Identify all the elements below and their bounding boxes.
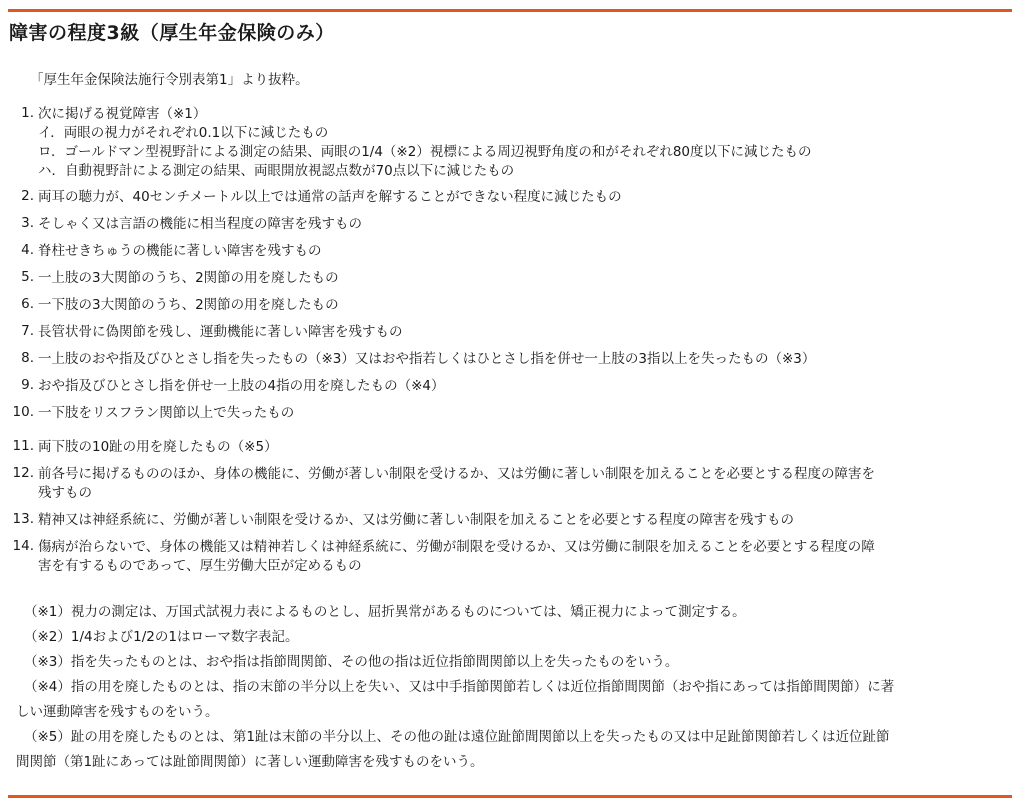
item-text: 長管状骨に偽関節を残し、運動機能に著しい障害を残すもの	[38, 324, 403, 340]
top-divider	[8, 9, 1012, 12]
page-title: 障害の程度3級（厚生年金保険のみ）	[9, 22, 335, 44]
intro-text: 「厚生年金保険法施行令別表第1」より抜粋。	[30, 72, 309, 88]
item-number: 8.	[21, 350, 34, 366]
item-number: 10.	[12, 404, 34, 420]
sub-item: ロ．ゴールドマン型視野計による測定の結果、両眼の1/4（※2）視標による周辺視野角度の和がそれぞれ80度以下に減じたもの	[38, 144, 812, 160]
sub-item: イ．両眼の視力がそれぞれ0.1以下に減じたもの	[38, 125, 329, 141]
footnote-continued: しい運動障害を残すものをいう。	[16, 704, 219, 720]
item-number: 11.	[12, 438, 34, 454]
item-text: 一下肢をリスフラン関節以上で失ったもの	[38, 405, 295, 421]
item-text: 両耳の聴力が、40センチメートル以上では通常の話声を解することができない程度に減じたもの	[38, 189, 622, 205]
footnote-continued: 間関節（第1趾にあっては趾節間関節）に著しい運動障害を残すものをいう。	[16, 754, 484, 770]
item-number: 2.	[21, 188, 34, 204]
item-text: 前各号に掲げるもののほか、身体の機能に、労働が著しい制限を受けるか、又は労働に著しい制限を加えることを必要とする程度の障害を	[38, 466, 875, 482]
item-number: 12.	[12, 465, 34, 481]
footnote: （※1）視力の測定は、万国式試視力表によるものとし、屈折異常があるものについては、矯正視力によって測定する。	[24, 604, 746, 620]
item-number: 4.	[21, 242, 34, 258]
item-text: 傷病が治らないで、身体の機能又は精神若しくは神経系統に、労働が制限を受けるか、又は労働に制限を加えることを必要とする程度の障	[38, 539, 875, 555]
item-text: そしゃく又は言語の機能に相当程度の障害を残すもの	[38, 216, 362, 232]
item-number: 6.	[21, 296, 34, 312]
footnote: （※2）1/4および1/2の1はローマ数字表記。	[24, 629, 299, 645]
item-text: 脊柱せきちゅうの機能に著しい障害を残すもの	[38, 243, 322, 259]
item-text: 一下肢の3大関節のうち、2関節の用を廃したもの	[38, 297, 339, 313]
item-text: おや指及びひとさし指を併せ一上肢の4指の用を廃したもの（※4）	[38, 378, 445, 394]
item-number: 1.	[21, 105, 34, 121]
bottom-divider	[8, 795, 1012, 798]
item-number: 5.	[21, 269, 34, 285]
footnote: （※5）趾の用を廃したものとは、第1趾は末節の半分以上、その他の趾は遠位趾節間関節以上を失ったもの又は中足趾節関節若しくは近位趾節	[24, 729, 890, 745]
footnote: （※4）指の用を廃したものとは、指の末節の半分以上を失い、又は中手指節関節若しくは近位指節間関節（おや指にあっては指節間関節）に著	[24, 679, 895, 695]
item-text: 精神又は神経系統に、労働が著しい制限を受けるか、又は労働に著しい制限を加えることを必要とする程度の障害を残すもの	[38, 512, 794, 528]
item-text: 一上肢のおや指及びひとさし指を失ったもの（※3）又はおや指若しくはひとさし指を併せ一上肢の3指以上を失ったもの（※3）	[38, 351, 816, 367]
item-number: 13.	[12, 511, 34, 527]
item-number: 3.	[21, 215, 34, 231]
sub-item: ハ．自動視野計による測定の結果、両眼開放視認点数が70点以下に減じたもの	[38, 163, 515, 179]
footnote: （※3）指を失ったものとは、おや指は指節間関節、その他の指は近位指節間関節以上を失ったものをいう。	[24, 654, 679, 670]
item-number: 7.	[21, 323, 34, 339]
item-text: 両下肢の10趾の用を廃したもの（※5）	[38, 439, 278, 455]
item-text-continued: 残すもの	[38, 485, 92, 501]
item-text: 次に掲げる視覚障害（※1）	[38, 106, 207, 122]
item-text: 一上肢の3大関節のうち、2関節の用を廃したもの	[38, 270, 339, 286]
item-text-continued: 害を有するものであって、厚生労働大臣が定めるもの	[38, 558, 362, 574]
item-number: 14.	[12, 538, 34, 554]
item-number: 9.	[21, 377, 34, 393]
